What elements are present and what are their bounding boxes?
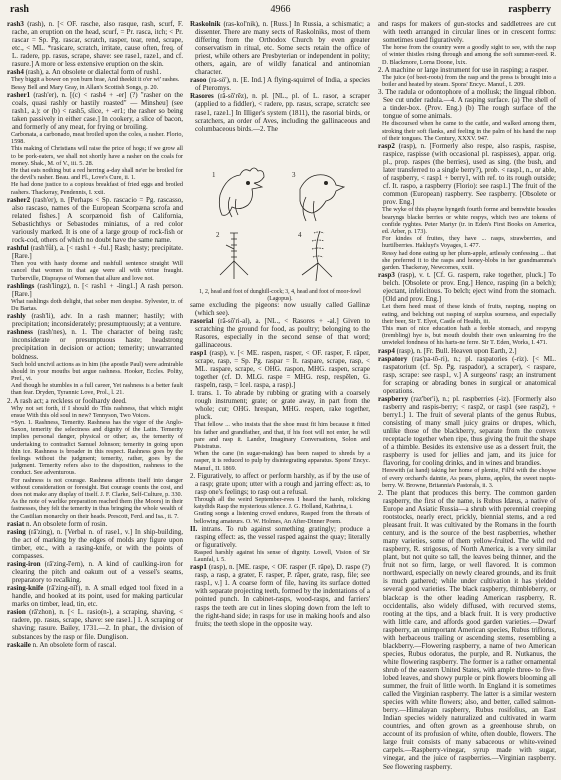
entry-headword: raspatory <box>378 354 408 363</box>
entry-definition: (raz'ber'i), n.; pl. raspberries (-iz). [Formerly also rasberry and raspis-berry; < rasp2, or rasp1 (see rasp2), + berry1.] 1. The fruit of several plants of the genus Rubus, consisting of many small juicy grains or drupes, which, unlike those of the blackberry, separate from the convex receptacle together when ripe, thus giving the fruit the shape of a thimble. Besides its extensive use as a dessert fruit, the raspberry is used for jellies and jam, and its juice for flavoring, for cooling drinks, and in wines and brandies. <box>383 394 556 468</box>
rasores-figure <box>190 137 370 302</box>
column-middle-top <box>190 20 370 133</box>
entry-headword: rasp1 <box>190 348 207 357</box>
entry-headword: raspberry <box>378 394 409 403</box>
citation-quote <box>378 235 556 249</box>
page-number: 4966 <box>270 4 291 15</box>
quote-text: Carbonata, a carbonado, meat broiled upon the coles, a rasher. Florio, 1598. <box>11 130 183 146</box>
quote-text: Grating songs a listening crowd endures, Rasped from the throats of bellowing amateurs. O. W. Holmes, An After-Dinner Poem. <box>194 510 370 525</box>
entry-definition: (rasp), v. t. [Cf. G. raspern, rake together, pluck.] To belch. [Obsolete or prov. Eng.] Hence, rasping (in a belch); ejectant, infelicitous. To belch; eject wind from the stomach. [Old and prov. Eng.] <box>383 271 556 304</box>
citation-quote <box>7 131 183 145</box>
quote-text: =Syn. 1. Rashness, Temerity. Rashness has the vigor of the Anglo-Saxon, temerity the selectness and dignity of the Latin. Temerity implies personal danger, physical or other; as, the temerity of undertaking to contradict Samuel Johnson; temerity in going upon thin ice. Rashness is broader in this respect. Rashness goes by the feelings without the judgment; temerity, rather, goes by the judgment. Temerity refers also to the disposition, rashness to the conduct. See adventurous. <box>11 419 183 477</box>
entry-definition: (rasp), n. [Formerly also respe, also raspis, raspise, raspice, raspisse (with occasional pl. raspisses), appar. orig. pl., prop. raspes (the berries), used as sing. (the bush, and later transferred to a single berry?), prob. < rasp1, n., or able, of raspberry, < rasp1 + berry1, with ref. to its rough outside; cf. It. raspo, a raspberry (Florio): see rasp1.] The fruit of the common (European) raspberry. See raspberry. [Obsolete or prov. Eng.] <box>383 142 556 207</box>
quote-text: He had done justice to a copious breakfast of fried eggs and broiled rashers. Thackeray, Pendennis, I. xxii. <box>11 181 183 196</box>
dictionary-entry <box>190 525 370 549</box>
entry-definition: 2. The plant that produces this berry. The common garden raspberry, the first of the name, is Rubus Idæus, a native of Europe and Asiatic Russia—a shrub with perennial creeping rootstocks, nearly erect, prickly, biennial stems, and a red pleasant fruit. It was cultivated by the Romans in the fourth century, and is the source of the best raspberries, whether many varieties, some of them yellow-fruited. The wild red raspberry, R. strigosus, of North America, is a very similar plant, but not quite so tall, the leaves being thinner, and the fruit not so firm, large, or well flavored. It is common northward, especially on newly cleared grounds, and its fruit is much gathered; while under cultivation it has yielded several good varieties. The black raspberry, thimbleberry, or blackcap is the other leading American raspberry, R. occidentalis, also widely diffused, with recurved stems, rooting at the tips, and a black fruit. It is very productive with little care, and affords good garden varieties.—Dwarf raspberry, an unimportant American species, Rubus triflorus, with herbaceous trailing or ascending stems, resembling a blackberry.—Flowering raspberry, a name of two American species, Rubus odoratus, the purple, and R. Nutkanus, the white flowering raspberry. The former is a rather ornamental shrub of the eastern United States, with ample three- to five-lobed leaves, and showy purple or pink flowers blooming all summer, the fruit of little worth. In England it is sometimes called the Virginian raspberry. The latter is a similar western species with white flowers; also, and better, called salmon-berry.—Himalayan raspberry, Rubus rosifolius, an East Indian species widely naturalized and cultivated in warm countries, and often grown as a greenhouse shrub, on account of its profusion of white, often double, flowers. The large fruit consists of many sabaceous or white-veined carpels.—Raspberry-vinegar, syrup made with sugar, vinegar, and the juice of raspberries.—Virginian raspberry. See flowering raspberry. <box>378 488 556 771</box>
dictionary-entry <box>378 66 556 74</box>
dictionary-entry <box>378 88 556 120</box>
quote-text: This man of nice education hath a feeble stomach, and respyng (trembling) hye is, but mouth doubth their own unlearning fro the unwiekel fondness of his harts-ne ferre. Sir T. Eden, Works, I. 471. <box>382 325 556 347</box>
dictionary-entry <box>7 641 183 649</box>
entry-headword: rasoo <box>190 76 207 85</box>
quote-text: When the cane (in sugar-making) has been rasped to shreds by a rasper, it is reduced to pulp by disintegrating apparatus. Spons' Encyc. Manuf., II. 1869. <box>194 450 370 472</box>
cock-foot-drawing <box>220 233 248 279</box>
column-middle-bottom <box>190 301 370 628</box>
quote-text: Ressy had done eating up her plum-apple, artlessly confessing ... that she preferred it to the rasps and honey-blobs in her grandmamma's garden. Thackeray, Newcomes, xxiii. <box>382 249 556 271</box>
dictionary-entry <box>378 395 556 467</box>
dictionary-entry <box>190 317 370 349</box>
svg-text:1: 1 <box>212 170 216 179</box>
quote-text: The wyke of this phayne hyngeth fourth forme and bemwhite bossdes bearyngs blacke berries or white respys, which two are tokens of confide ryghtes. Peter Martyr (tr. in Eden's First Books on America, ed. Arber, p. 173). <box>382 206 556 235</box>
entry-definition: 2. A machine or large instrument for use in rasping; a rasper. <box>378 65 549 74</box>
dictionary-entry <box>190 349 370 389</box>
entry-definition: (rasp), n. [Fr. Bull. Heaven upon Earth, 2.] <box>396 346 517 355</box>
citation-quote <box>7 298 183 312</box>
quote-text: Rasped harshly against his sense of dignity. Lowell, Vision of Sir Launfal, i. 5. <box>194 548 370 564</box>
entry-definition: (rasp), v. [< ME. raspen, rasper, < OF. rasper, F. râper, scrape, rasp, = Sp. Pg. raspar = It. raspare, scrape, rasp, < ML. raspare, scrape, < OHG. raspon, MHG. raspen, scrape together (cf. D. MLG. raspe = MHG. resp, respêlen, G. raspeln, rasp, = Icel. raspa, a rasp).] <box>195 348 370 390</box>
dictionary-entry <box>378 142 556 206</box>
quote-text: Such bold uncivil actions as in him (the apostle Paul) were admirable should in your mouths but argue rashness. Hooker, Eccles. Polity, Pref., vi. <box>11 360 183 382</box>
dictionary-entry <box>378 355 556 395</box>
entry-headword: raskaile <box>7 640 31 649</box>
dictionary-entry <box>190 301 370 317</box>
dictionary-entry <box>190 20 370 76</box>
citation-quote <box>378 303 556 325</box>
citation-quote <box>7 76 183 83</box>
moorfowl-head-drawing <box>300 174 344 220</box>
moorfowl-foot-drawing <box>302 231 332 281</box>
entry-definition: (rā-sō'rēz), n. pl. [NL., pl. of L. rasor, a scraper (applied to a fiddler), < radere, pp. rasus, scrape, scratch: see rase1, raze1.] In Illiger's system (1811), the rasorial birds, or scratchers, an order of Aves, including the gallinaceous and columbaceous birds.—2. The <box>195 92 370 133</box>
page-header <box>10 4 551 18</box>
citation-quote <box>190 421 370 450</box>
svg-text:2: 2 <box>216 230 220 239</box>
quote-text: That fellow ... who insists that the shoe must fit him because it fitted his father and grandfather, and that, if his foot will not enter, he will pare and rasp it. Landor, Imaginary Conversations, Solon and Pisistratus. <box>194 421 370 450</box>
entry-definition: n. An obsolete form of rosin. <box>26 519 108 528</box>
dictionary-entry <box>7 91 183 131</box>
dictionary-entry <box>7 244 183 260</box>
dictionary-entry <box>378 489 556 771</box>
dictionary-entry <box>378 271 556 303</box>
quote-text: What rashlings doth delight, that sober men despise. Sylvester, tr. of Du Bartas. <box>11 297 183 313</box>
entry-headword: rasher1 <box>7 90 31 99</box>
quote-text: He that eats nothing but a red herring a-day shall ne'er be broiled for the devil's rasher. Beau. and Fl., Love's Cure, ii. 1. <box>11 166 183 182</box>
entry-headword: rasp3 <box>378 271 395 280</box>
dictionary-entry <box>190 389 370 421</box>
entry-definition: (rā'zing), n. [Verbal n. of rase1, v.] In ship-building, the act of marking by the edges of molds any figure upon timber, etc., with a rasing-knife, or with the points of compasses. <box>12 527 183 561</box>
dictionary-entry <box>7 68 183 76</box>
dictionary-entry <box>378 347 556 355</box>
dictionary-entry <box>7 312 183 328</box>
column-right <box>378 20 556 774</box>
citation-quote <box>7 181 183 195</box>
quote-text: The horse from the country were a goodly sight to see, with the rasp of winter thistles rising through and among the soft summer-reed. R. D. Blackmore, Lorna Doone, lxix. <box>382 44 556 66</box>
dictionary-entry <box>7 397 183 405</box>
entry-definition: (rash'er), n. [(c) < rash4 + -er] (?) "rasher on the coals, quasi rashly or hastily roasted" — Minsheu] (see rash1, a.): or (b) < rash5, slice, + -er1; the rasher so being taken passively in either case.] In cookery, a slice of bacon, and formerly of any meat, for frying or broiling. <box>12 90 183 131</box>
quote-text: He discoursed when he came to the cattle, and walked among them, stroking their soft flanks, and feeling in the palm of his hand the rasp of their tongues. The Century, XXXV. 947. <box>382 120 556 142</box>
quote-text: And though he stumbles in a full career, Yet rashness is a better fault than fear. Dryden, Tyrannic Love, Prol., l. 21. <box>11 382 183 397</box>
entry-headword: rashful <box>7 244 29 253</box>
entry-definition: 2. A rash act; a reckless or foolhardy deed. <box>7 396 127 405</box>
citation-quote <box>378 250 556 272</box>
citation-quote <box>378 467 556 489</box>
citation-quote <box>7 167 183 181</box>
citation-quote <box>7 145 183 167</box>
entry-definition: (rā'zhon), n. [< L. rasio(n-), a scraping, shaving, < radere, pp. rasus, scrape, shave: see rase1.] 1. A scraping or shaving; rasure. Bailey, 1731.—2. In phar., the division of substances by the rasp or file. Dunglison. <box>12 608 183 641</box>
header-left-word: rash <box>10 4 29 15</box>
citation-quote <box>7 477 183 499</box>
citation-quote <box>378 44 556 66</box>
entry-definition: (rā'zing-nīf), n. A small edged tool fixed in a handle, and hooked at its point, used for making particular marks on timber, lead, tin, etc. <box>12 584 183 609</box>
entry-definition: I. trans. 1. To abrade by rubbing or grating with a coarsely rough instrument; grate; or grate away, in part from the whole; cut; OHG. hrespan, MHG. respen, rake together, pluck. <box>190 389 370 422</box>
dictionary-entry <box>7 196 183 244</box>
citation-quote <box>378 206 556 235</box>
entry-headword: rasing <box>7 527 26 536</box>
entry-definition: (ras-kol'nik), n. [Russ.] In Russia, a schismatic; a dissenter. There are many sects of Raskolniks, most of them differing from the Orthodox Church by even greater conservatism in ritual, etc. Some sects retain the office of priest, while others are Presbyterian or independent in polity; others, again, are of wildly fanatical and antinomian character. <box>195 20 370 77</box>
entry-definition: n. An obsolete form of rascal. <box>32 640 117 649</box>
entry-definition: (rash), n. [< OF. rasche, also rasque, rash, scurf, F. rache, an eruption on the head, scurf, = Pr. rasca, itch; < Pr. rascar = Sp. Pg. rascar, scratch, rasper, tear, rend, scrape, etc., < ML. *rasicare, scratch, irritate, cause often, freq. of L. radere, pp. rasus, scrape, shave: see rase1, raze1, and cf. rasure.] A more or less extensive eruption on the skin. <box>12 20 183 69</box>
entry-definition: (rash'er), n. [Perhaps < Sp. rascacio = Pg. rascasso, also rascaso, names of the European Scorpæna scrofa and related fishes.] A scorpænoid fish of California, Sebastichthys or Sebastodes miniatus, of a red color variously marked. It is one of a large group of rock-fish or rock-cod, others of which no doubt have the same name. <box>12 195 183 245</box>
entry-headword: rashlings <box>7 281 35 290</box>
citation-quote <box>7 498 183 520</box>
entry-headword: rasher2 <box>7 195 31 204</box>
entry-definition: (rasp), n. [ME. raspe, < OF. rasper (F. râpe), D. raspe (?) rasp, a rasp, a grater, F. rasper, P. râper, grate, rasp, file; see rasp1, v.] 1. A coarse form of file, having its surface dotted with separate projecting teeth, formed by the indentations of a pointed punch. In cabinet-rasps, wood-rasps, and farriers' rasps the teeth are cut in lines sloping down from the left to the right-hand side; in rasps for use in making hoofs and also fruits; the teeth slope in the opposite way. <box>195 563 370 628</box>
dictionary-entry <box>7 560 183 584</box>
dictionary-entry <box>190 76 370 92</box>
quote-text: Herewith (at hand) taking her home of plentie, Fill'd with the choyse of every orchard's daintie, As pears, plums, apples, the sweet raspis-berry. W. Browne, Britannia's Pastorals, ii. 3. <box>382 467 556 489</box>
entry-definition: (rash'lingz), n. [< rash1 + -ling1.] A rash person. [Rare.] <box>12 281 183 298</box>
entry-headword: rashly <box>7 312 26 321</box>
citation-quote <box>190 510 370 524</box>
entry-headword: rash4 <box>7 68 24 77</box>
column-left <box>7 20 183 774</box>
entry-definition: (rash'nes), n. 1. The character of being rash; inconsiderate or presumptuous haste; headstrong precipitation in decision or action; temerity; unwarranted boldness. <box>12 328 183 361</box>
citation-quote <box>190 450 370 472</box>
entry-headword: rasing-iron <box>7 560 41 569</box>
quote-text: Through all the weird September-eves I heard the harsh, rolicking katydids Rasp the mysterious silence. J. G. Holland, Kathrina, i. <box>194 495 370 511</box>
entry-definition: and rasps for makers of gun-stocks and saddletrees are cut with teeth arranged in circular lines or in crescent forms: sometimes used figuratively. <box>378 20 556 45</box>
quote-text: Bessy Bell and Mary Gray, in Allan's Scottish Songs, p. 20. <box>11 83 159 91</box>
bird-heads-and-feet-illustration <box>190 137 370 287</box>
entry-definition: 3. The radula or odontophore of a mollusk; the lingual ribbon. See cut under radula.—4. A rasping surface. (a) The shell of a tinder-box. (Prov. Eng.) (b) The rough surface of the tongue of some animals. <box>378 88 556 121</box>
entry-headword: rasorial <box>190 316 214 325</box>
entry-definition: (rā'zing-ī'ern), n. A kind of caulking-iron for clearing the pitch and oakum out of a vessel's seams, preparatory to recalking. <box>12 560 183 585</box>
entry-definition: (rash'fůl), a. [< rash1 + -ful.] Rash; hasty; precipitate. [Rare.] <box>12 244 183 261</box>
dictionary-entry <box>7 584 183 608</box>
citation-quote <box>7 405 183 419</box>
entry-headword: rasing-knife <box>7 584 44 593</box>
dictionary-entry <box>7 520 183 528</box>
citation-quote <box>378 120 556 142</box>
entry-headword: rasp2 <box>378 142 395 150</box>
quote-text: Why not set forth, if I should do This rashness, that which might ensue With this old soul in new? Tennyson, Two Voices. <box>11 404 183 419</box>
quote-text: For rashness is not courage. Rashness affronts itself into danger without consideration or foresight. But courage counts the cost, and does not make any display of itself. J. F. Clarke, Self-Culture, p. 330. <box>11 476 183 499</box>
citation-quote <box>190 549 370 563</box>
entry-headword: rasp4 <box>378 346 395 355</box>
dictionary-entry <box>7 328 183 360</box>
cock-head-drawing <box>219 168 264 217</box>
dictionary-entry <box>378 20 556 44</box>
quote-text: For kindes of fruites, they have ... rasps, strawberries, and hurtilberries. Hakluyt's Voyages, I. 477. <box>382 235 556 250</box>
entry-headword: rasiat <box>7 519 25 528</box>
svg-text:3: 3 <box>292 170 296 179</box>
citation-quote <box>190 496 370 510</box>
quote-text: This making of Christians will raise the price of hogs; if we grow all to be pork-eaters, we shall not shortly have a rasher on the coals for money. Shak., M. of V., iii. 5. 28. <box>11 145 183 167</box>
dictionary-entry <box>7 608 183 640</box>
quote-text: They biggit a bower on yon burn brae, And theekit it o'er wi' rashes. <box>11 76 180 84</box>
quote-text: Then you with hasty doome and rashfull sentence straight Will cancel that women in that age were all with virtue fraught. Turberville, Disprayse of Women that allure and love not. <box>11 260 183 282</box>
citation-quote <box>7 84 183 91</box>
entry-headword: rashness <box>7 328 33 337</box>
dictionary-entry <box>7 528 183 560</box>
dictionary-entry <box>190 563 370 627</box>
dictionary-entry <box>7 282 183 298</box>
entry-headword: rasp1 <box>190 563 207 572</box>
entry-headword: Raskolnik <box>190 20 221 28</box>
entry-definition: (ra-sö'), n. [E. Ind.] A flying-squirrel of India, a species of Pteromys. <box>195 76 370 93</box>
dictionary-entry <box>7 20 183 68</box>
citation-quote <box>7 361 183 383</box>
citation-quote <box>7 382 183 396</box>
citation-quote <box>378 325 556 347</box>
entry-definition: intrans. To rub against something gratingly; produce a rasping effect: as, the vessel rasped against the quay; literally or figuratively. <box>195 524 370 549</box>
entry-definition: 2. Figuratively, to affect or perform harshly, as if by the use of a rasp; grate upon; utter with a rough and jarring effect: as, to rasp one's feelings; to rasp out a refusal. <box>190 471 370 496</box>
entry-definition: same excluding the pigeons: now usually called Gallinæ (which see). <box>190 300 370 317</box>
svg-text:4: 4 <box>298 230 302 239</box>
quote-text: As the note of warlike preparation reached them (the Moors) in their fastnesses, they felt the temerity in thus bringing the whole wealth of the Castilian monarchy on their heads. Prescott, Ferd. and Isa., ii. 7. <box>11 498 183 520</box>
entry-headword: II. <box>190 524 198 533</box>
dictionary-entry <box>190 92 370 132</box>
quote-text: Let them heed must of these kinds of fruits, rasping, rasping on eating, and belching out rasping of surplus sourness, and especially their beer, Sir T. Elyot, Castle of Health, iii. <box>382 303 556 325</box>
citation-quote <box>378 74 556 88</box>
citation-quote <box>7 419 183 477</box>
entry-definition: (rash'li), adv. In a rash manner; hastily; with precipitation; inconsiderately; presumptuously; at a venture. <box>12 312 183 329</box>
entry-definition: (rā-sō'ri-al), a. [NL., < Rasores + -al.] Given to scratching the ground for food, as poultry; belonging to the Rasores, especially in the second sense of that word; gallinaceous. <box>195 316 370 349</box>
quote-text: The juice (of beet-roots) from the rasp and the press is brought into a boiler and heated by steam. Spons' Encyc. Manuf., I. 209. <box>382 73 556 88</box>
citation-quote <box>7 260 183 282</box>
entry-headword: rasion <box>7 608 26 617</box>
entry-definition: (rash), a. An obsolete or dialectal form of rush1. <box>25 68 162 77</box>
entry-definition: (ras'pa-tō-ri), n.; pl. raspatories (-riz). [< ML. raspatorium (cf. Sp. Pg. raspador), a scraper), < raspare, rasp, scrape: see rasp1, v.] A surgeons' rasp; an instrument for scraping or abrading bones in surgical or anatomical operations. <box>383 354 556 395</box>
column-middle <box>190 20 370 774</box>
entry-headword: rash3 <box>7 20 24 28</box>
entry-headword: Rasores <box>190 92 214 101</box>
dictionary-entry <box>190 472 370 496</box>
header-right-word: raspberry <box>508 4 551 15</box>
figure-caption: 1, 2, head and foot of dunghill-cock; 3, 4, head and foot of moor-fowl (Lagopus). <box>199 288 361 302</box>
